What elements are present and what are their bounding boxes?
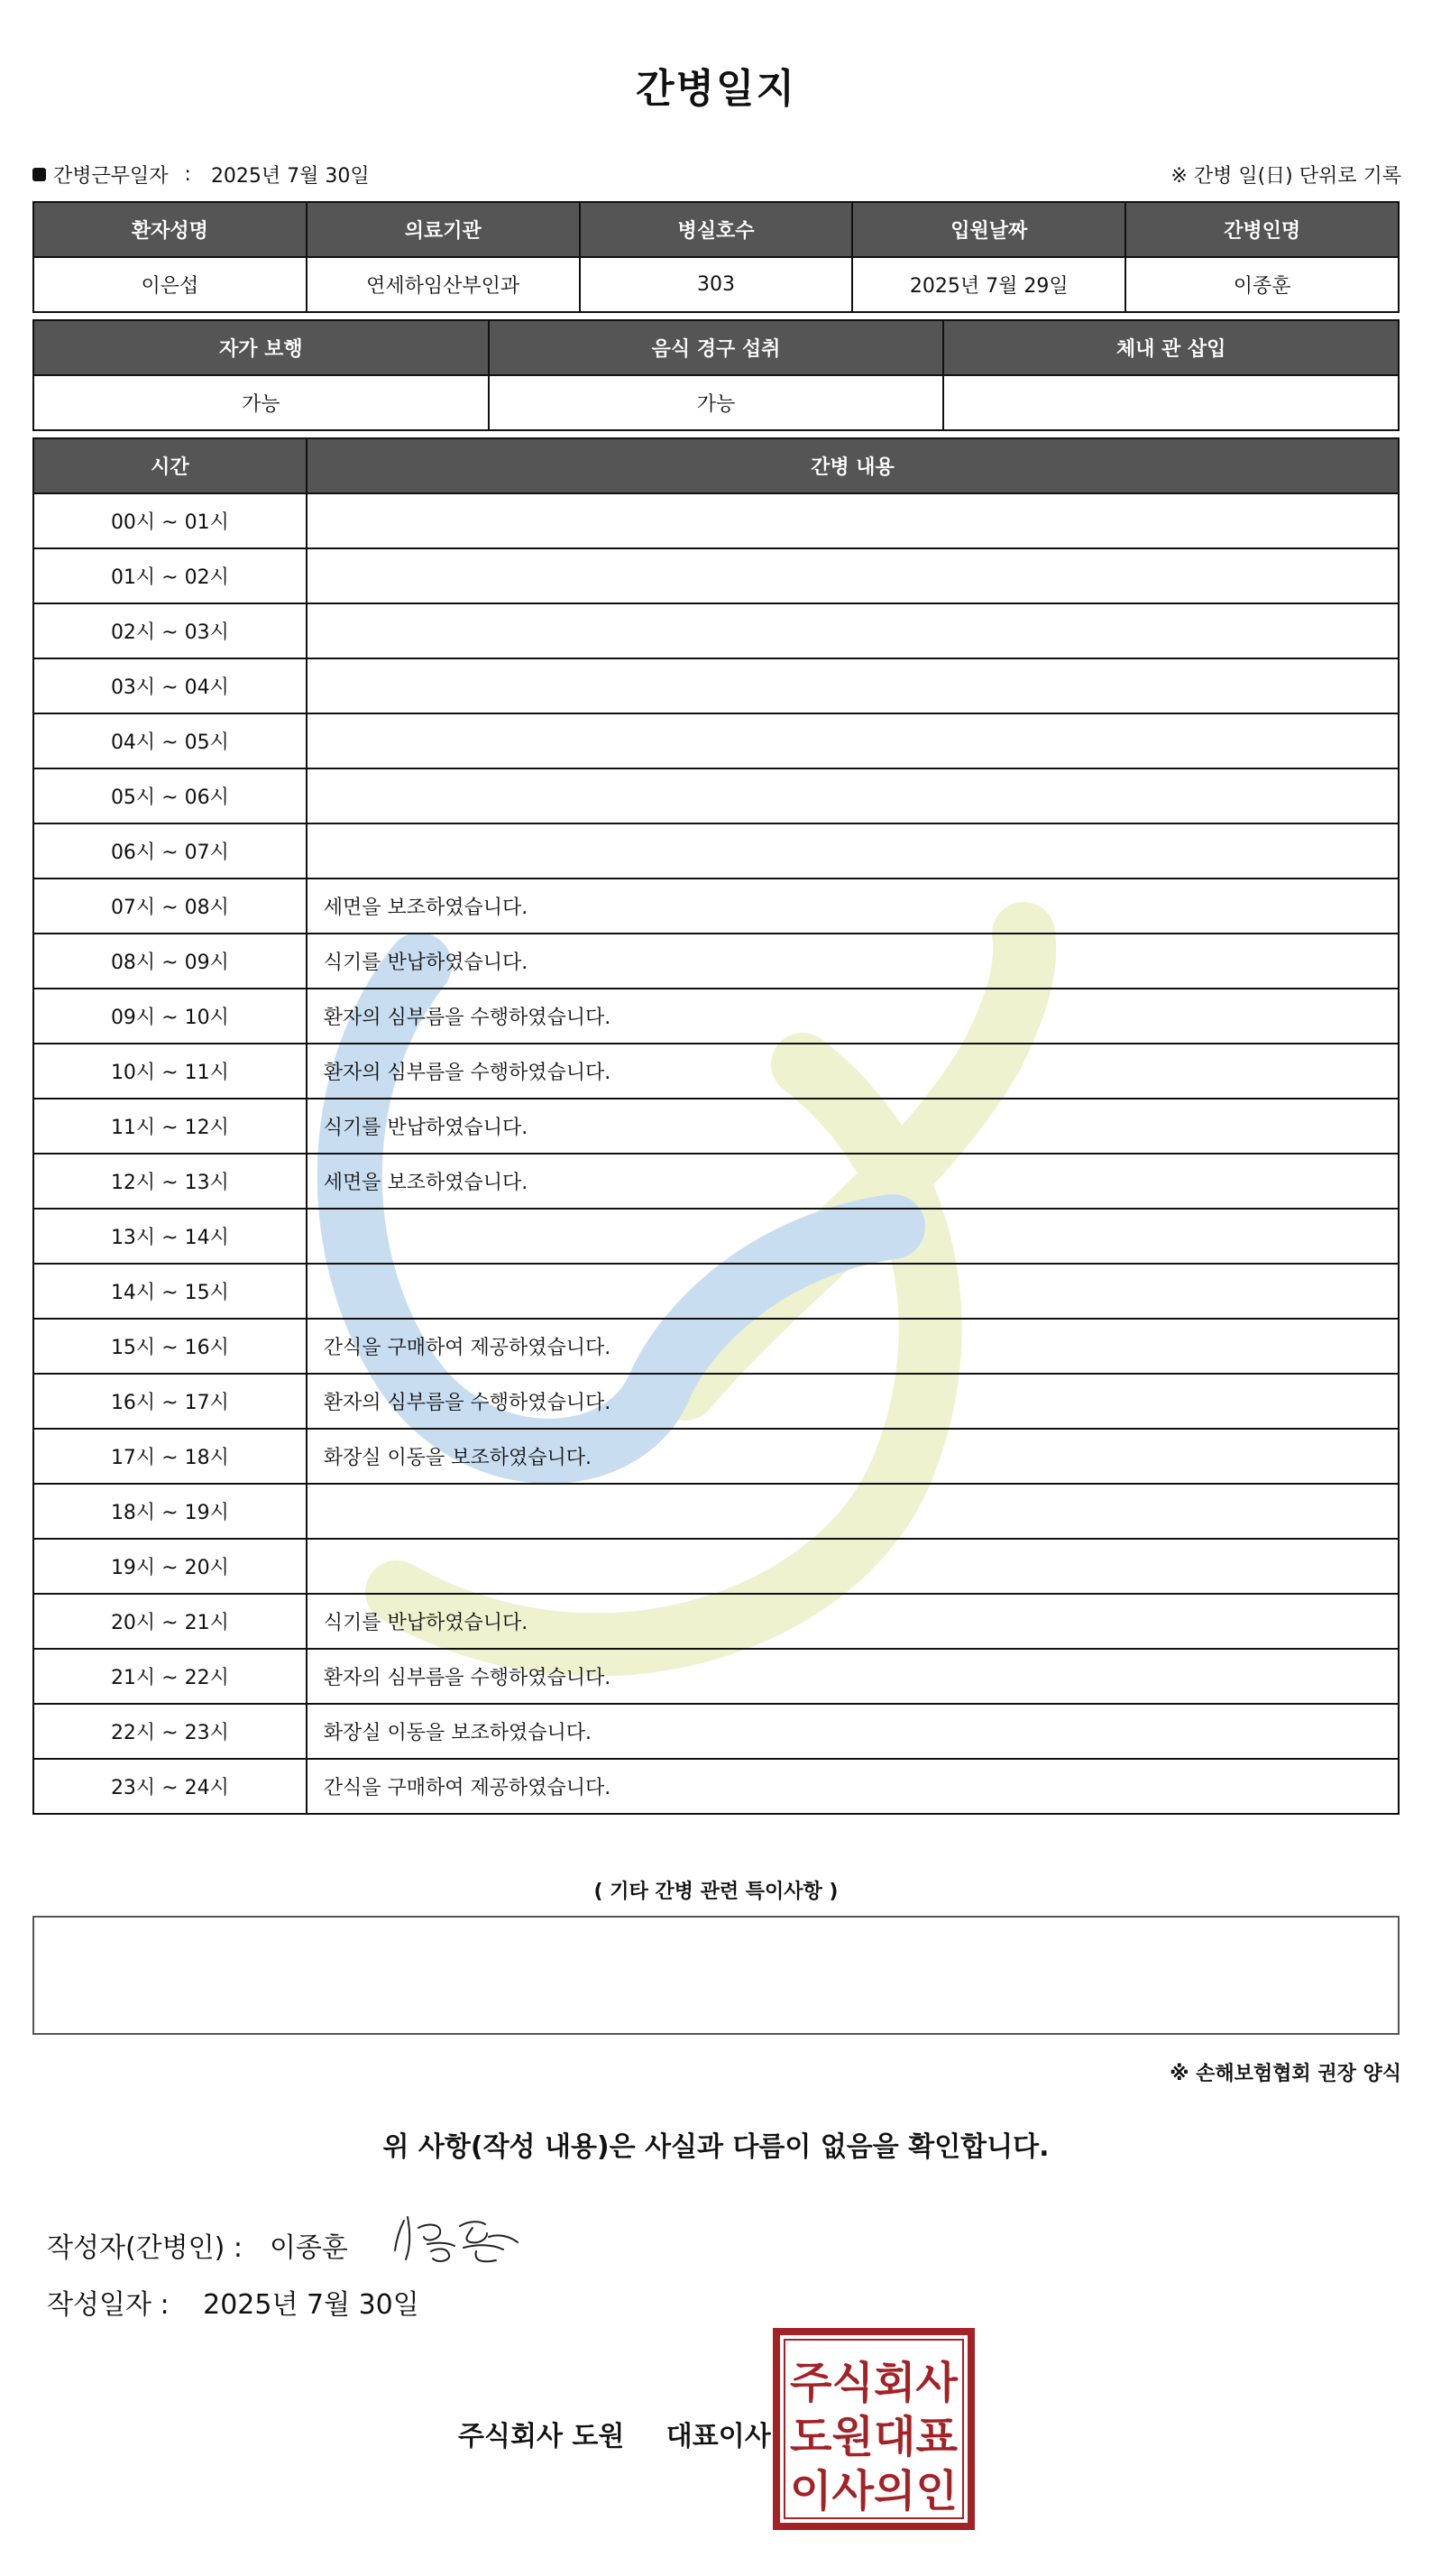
table-row bbox=[33, 1759, 1399, 1814]
log-time-cell: 12시 ~ 13시 bbox=[33, 1154, 307, 1209]
remarks-box bbox=[32, 1916, 1400, 2035]
table-row bbox=[33, 823, 1399, 879]
log-note-cell bbox=[307, 493, 1399, 548]
log-time-cell: 08시 ~ 09시 bbox=[33, 934, 307, 989]
form-source-note: ※ 손해보험협회 권장 양식 bbox=[1170, 2063, 1401, 2085]
care-log-table bbox=[32, 437, 1400, 1815]
work-date-line bbox=[32, 161, 370, 189]
log-time-cell: 17시 ~ 18시 bbox=[33, 1429, 307, 1484]
table-row bbox=[33, 493, 1399, 548]
table-row bbox=[33, 603, 1399, 658]
log-note-cell bbox=[307, 658, 1399, 713]
handwritten-signature bbox=[388, 2201, 523, 2273]
log-time-cell: 16시 ~ 17시 bbox=[33, 1374, 307, 1429]
log-time-cell: 14시 ~ 15시 bbox=[33, 1264, 307, 1319]
log-time-cell: 11시 ~ 12시 bbox=[33, 1099, 307, 1154]
record-unit-note: ※ 간병 일(日) 단위로 기록 bbox=[1170, 165, 1401, 188]
table-row bbox=[33, 1649, 1399, 1704]
header-caregiver-name: 간병인명 bbox=[1125, 202, 1399, 257]
header-oral-intake: 음식 경구 섭취 bbox=[489, 320, 944, 375]
log-time-cell: 13시 ~ 14시 bbox=[33, 1209, 307, 1264]
table-row bbox=[33, 1209, 1399, 1264]
company-line bbox=[458, 2414, 771, 2453]
table-row bbox=[33, 934, 1399, 989]
work-date-colon: : bbox=[184, 163, 191, 186]
written-date-value: 2025년 7월 30일 bbox=[203, 2289, 419, 2321]
log-time-cell: 01시 ~ 02시 bbox=[33, 548, 307, 603]
log-time-cell: 18시 ~ 19시 bbox=[33, 1484, 307, 1539]
table-row bbox=[33, 1484, 1399, 1539]
self-walking-value: 가능 bbox=[33, 375, 489, 430]
log-note-cell: 화장실 이동을 보조하였습니다. bbox=[307, 1704, 1399, 1759]
caregiver-name-value: 이종훈 bbox=[1125, 257, 1399, 312]
table-row bbox=[33, 658, 1399, 713]
table-row bbox=[33, 1539, 1399, 1594]
log-note-cell: 화장실 이동을 보조하였습니다. bbox=[307, 1429, 1399, 1484]
company-name: 주식회사 도원 bbox=[458, 2421, 625, 2452]
log-time-cell: 22시 ~ 23시 bbox=[33, 1704, 307, 1759]
log-note-cell bbox=[307, 1484, 1399, 1539]
log-note-cell: 식기를 반납하였습니다. bbox=[307, 934, 1399, 989]
company-ceo-title: 대표이사 bbox=[666, 2421, 771, 2452]
log-time-cell: 15시 ~ 16시 bbox=[33, 1319, 307, 1374]
log-note-cell bbox=[307, 1209, 1399, 1264]
table-row bbox=[33, 1429, 1399, 1484]
log-time-cell: 10시 ~ 11시 bbox=[33, 1044, 307, 1099]
svg-text:이사의인: 이사의인 bbox=[790, 2466, 958, 2516]
table-row bbox=[33, 1044, 1399, 1099]
log-time-cell: 19시 ~ 20시 bbox=[33, 1539, 307, 1594]
log-time-cell: 05시 ~ 06시 bbox=[33, 768, 307, 823]
log-time-cell: 23시 ~ 24시 bbox=[33, 1759, 307, 1814]
writer-name: 이종훈 bbox=[269, 2232, 348, 2264]
log-note-cell bbox=[307, 1264, 1399, 1319]
table-row bbox=[33, 1319, 1399, 1374]
log-note-cell: 환자의 심부름을 수행하였습니다. bbox=[307, 1374, 1399, 1429]
table-row bbox=[33, 1154, 1399, 1209]
table-row bbox=[33, 1099, 1399, 1154]
work-date-label: 간병근무일자 bbox=[53, 165, 169, 188]
header-hospital: 의료기관 bbox=[307, 202, 580, 257]
log-note-cell bbox=[307, 1539, 1399, 1594]
table-row bbox=[33, 1594, 1399, 1649]
table-row bbox=[33, 879, 1399, 934]
header-admission-date: 입원날짜 bbox=[852, 202, 1125, 257]
hospital-value: 연세하임산부인과 bbox=[307, 257, 580, 312]
log-time-cell: 07시 ~ 08시 bbox=[33, 879, 307, 934]
log-time-cell: 02시 ~ 03시 bbox=[33, 603, 307, 658]
log-note-cell bbox=[307, 823, 1399, 879]
table-row bbox=[33, 989, 1399, 1044]
table-row bbox=[33, 1374, 1399, 1429]
table-row bbox=[33, 713, 1399, 768]
log-time-cell: 04시 ~ 05시 bbox=[33, 713, 307, 768]
svg-text:도원대표: 도원대표 bbox=[790, 2412, 959, 2462]
log-note-cell: 식기를 반납하였습니다. bbox=[307, 1099, 1399, 1154]
document-title: 간병일지 bbox=[635, 66, 796, 112]
log-note-cell: 간식을 구매하여 제공하였습니다. bbox=[307, 1319, 1399, 1374]
log-note-cell: 세면을 보조하였습니다. bbox=[307, 1154, 1399, 1209]
svg-text:주식회사: 주식회사 bbox=[790, 2358, 959, 2408]
log-time-cell: 03시 ~ 04시 bbox=[33, 658, 307, 713]
writer-line bbox=[47, 2217, 523, 2273]
table-row bbox=[33, 768, 1399, 823]
table-row bbox=[33, 548, 1399, 603]
header-patient-name: 환자성명 bbox=[33, 202, 307, 257]
writer-label: 작성자(간병인) : bbox=[47, 2232, 243, 2264]
care-log-rows bbox=[33, 493, 1399, 1814]
patient-name-value: 이은섭 bbox=[33, 257, 307, 312]
log-time-cell: 20시 ~ 21시 bbox=[33, 1594, 307, 1649]
log-time-cell: 06시 ~ 07시 bbox=[33, 823, 307, 879]
log-note-cell bbox=[307, 548, 1399, 603]
log-note-cell: 세면을 보조하였습니다. bbox=[307, 879, 1399, 934]
log-note-cell: 환자의 심부름을 수행하였습니다. bbox=[307, 1044, 1399, 1099]
oral-intake-value: 가능 bbox=[489, 375, 944, 430]
header-time: 시간 bbox=[33, 438, 307, 493]
header-self-walking: 자가 보행 bbox=[33, 320, 489, 375]
table-row bbox=[33, 1264, 1399, 1319]
admission-date-value: 2025년 7월 29일 bbox=[852, 257, 1125, 312]
tube-insertion-value bbox=[943, 375, 1399, 430]
square-bullet-icon bbox=[32, 168, 46, 181]
log-note-cell: 식기를 반납하였습니다. bbox=[307, 1594, 1399, 1649]
header-tube-insertion: 체내 관 삽입 bbox=[943, 320, 1399, 375]
patient-info-table bbox=[32, 201, 1400, 313]
log-time-cell: 00시 ~ 01시 bbox=[33, 493, 307, 548]
remarks-title: ( 기타 간병 관련 특이사항 ) bbox=[593, 1881, 839, 1903]
written-date-label: 작성일자 : bbox=[47, 2289, 170, 2321]
log-note-cell: 환자의 심부름을 수행하였습니다. bbox=[307, 1649, 1399, 1704]
log-note-cell bbox=[307, 603, 1399, 658]
header-care-content: 간병 내용 bbox=[307, 438, 1399, 493]
confirmation-statement: 위 사항(작성 내용)은 사실과 다름이 없음을 확인합니다. bbox=[382, 2131, 1050, 2163]
log-time-cell: 09시 ~ 10시 bbox=[33, 989, 307, 1044]
written-date-line bbox=[47, 2282, 419, 2322]
header-room-number: 병실호수 bbox=[580, 202, 853, 257]
log-note-cell: 환자의 심부름을 수행하였습니다. bbox=[307, 989, 1399, 1044]
log-note-cell bbox=[307, 713, 1399, 768]
room-number-value: 303 bbox=[580, 257, 853, 312]
company-seal-stamp bbox=[772, 2327, 976, 2531]
log-time-cell: 21시 ~ 22시 bbox=[33, 1649, 307, 1704]
table-row bbox=[33, 1704, 1399, 1759]
log-note-cell bbox=[307, 768, 1399, 823]
patient-status-table bbox=[32, 319, 1400, 431]
log-note-cell: 간식을 구매하여 제공하였습니다. bbox=[307, 1759, 1399, 1814]
work-date-value: 2025년 7월 30일 bbox=[210, 165, 370, 188]
